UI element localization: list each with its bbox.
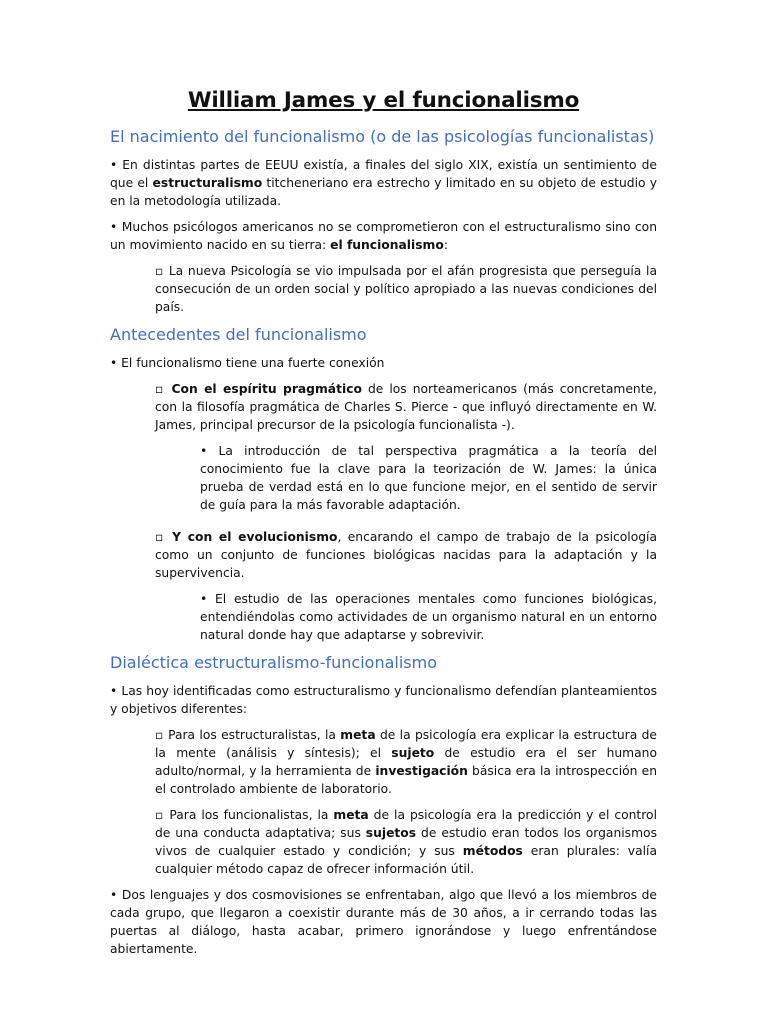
- bold-term: métodos: [462, 844, 523, 858]
- bold-term: estructuralismo: [152, 176, 263, 190]
- subparagraph: [155, 528, 657, 582]
- section-heading-dialectica: Dialéctica estructuralismo-funcionalismo: [110, 653, 437, 672]
- bold-term: Con el espíritu pragmático: [171, 382, 362, 396]
- sub-subparagraph: • El estudio de las operaciones mentales como funciones biológicas, entendiéndolas como actividades de un organismo natural en un entorno natural donde hay que adaptarse y sobrevivir.: [200, 592, 657, 642]
- paragraph: • Dos lenguajes y dos cosmovisiones se enfrentaban, algo que llevó a los miembros de cada grupo, que llegaron a coexistir durante más de 30 años, a ir cerrando todas las puertas al diálogo, hasta acabar, primero ignorándose y luego enfrentándose abiertamente.: [110, 888, 657, 956]
- paragraph: [110, 156, 657, 210]
- bold-term: sujeto: [391, 746, 435, 760]
- text-run: de la psicología era la predicción y el control de una conducta adaptativa; sus: [155, 808, 657, 840]
- text-run: ▫: [155, 530, 173, 544]
- text-run: ▫ Para los funcionalistas, la: [155, 808, 334, 822]
- text-run: de estudio era el ser humano adulto/normal, y la herramienta de: [155, 746, 657, 778]
- text-run: básica era la introspección en el controlado ambiente de laboratorio.: [155, 764, 657, 796]
- bold-term: sujetos: [365, 826, 417, 840]
- subparagraph: ▫ La nueva Psicología se vio impulsada por el afán progresista que perseguía la consecución de un orden social y político apropiado a las nuevas condiciones del país.: [155, 264, 657, 314]
- bold-term: meta: [340, 728, 376, 742]
- text-run: de la psicología era explicar la estructura de la mente (análisis y síntesis); el: [155, 728, 657, 760]
- text-run: de los norteamericanos (más concretamente, con la filosofía pragmática de Charles S. Pierce - que influyó directamente en W. James, principal precursor de la psicología funcionalista -).: [155, 382, 657, 432]
- section-heading-antecedentes: Antecedentes del funcionalismo: [110, 325, 367, 344]
- subparagraph: [155, 380, 657, 434]
- paragraph: • El funcionalismo tiene una fuerte conexión: [110, 356, 385, 370]
- text-run: titcheneriano era estrecho y limitado en su objeto de estudio y en la metodología utilizada.: [110, 176, 657, 208]
- text-run: • Muchos psicólogos americanos no se comprometieron con el estructuralismo sino con un movimiento nacido en su tierra:: [110, 220, 657, 252]
- text-run: eran plurales: valía cualquier método capaz de ofrecer información útil.: [155, 844, 657, 876]
- subparagraph: [155, 806, 657, 878]
- subparagraph: [155, 726, 657, 798]
- text-run: ▫: [155, 382, 172, 396]
- bold-term: investigación: [375, 764, 468, 778]
- document-body: [110, 86, 657, 966]
- paragraph: • Las hoy identificadas como estructuralismo y funcionalismo defendían planteamientos y objetivos diferentes:: [110, 684, 657, 716]
- document-title: William James y el funcionalismo: [187, 88, 580, 113]
- bold-term: Y con el evolucionismo: [172, 530, 338, 544]
- bold-term: el funcionalismo: [330, 238, 444, 252]
- section-heading-nacimiento: El nacimiento del funcionalismo (o de las psicologías funcionalistas): [110, 127, 655, 146]
- text-run: :: [443, 238, 448, 252]
- text-run: • En distintas partes de EEUU existía, a finales del siglo XIX, existía un sentimiento de que el: [110, 158, 657, 190]
- text-run: ▫ Para los estructuralistas, la: [155, 728, 341, 742]
- bold-term: meta: [333, 808, 369, 822]
- text-run: de estudio eran todos los organismos vivos de cualquier estado y condición; y sus: [155, 826, 657, 858]
- paragraph: [110, 218, 657, 254]
- sub-subparagraph: • La introducción de tal perspectiva pragmática a la teoría del conocimiento fue la clave para la teorización de W. James: la única prueba de verdad está en lo que funcione mejor, en el sentido de servir de guía para la más favorable adaptación.: [200, 444, 657, 512]
- text-run: , encarando el campo de trabajo de la psicología como un conjunto de funciones biológicas nacidas para la adaptación y la supervivencia.: [155, 530, 658, 580]
